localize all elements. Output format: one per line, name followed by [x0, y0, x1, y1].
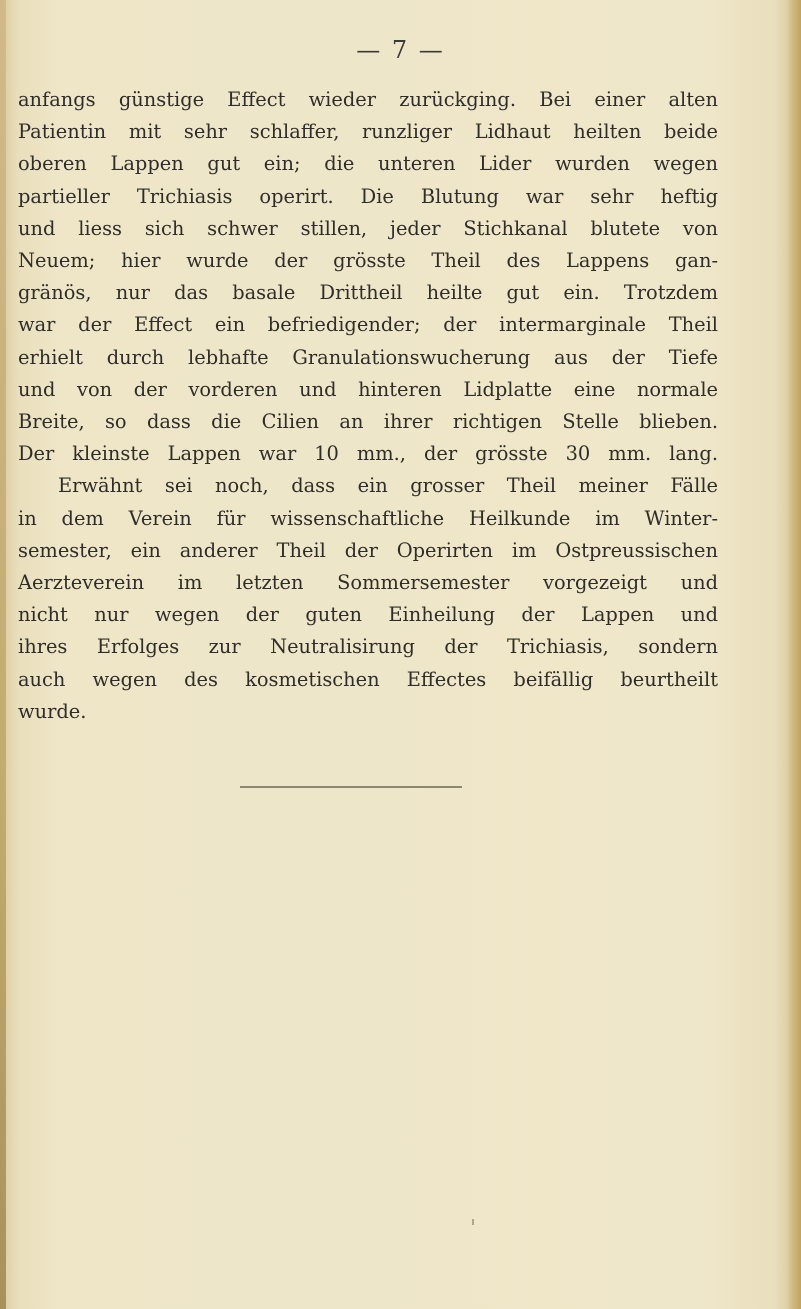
- text-line: Neuem; hier wurde der grösste Theil des Lappens gan-: [18, 249, 718, 273]
- text-line: Breite, so dass die Cilien an ihrer richtigen Stelle blieben.: [18, 410, 718, 434]
- text-line: Patientin mit sehr schlaffer, runzliger Lidhaut heilten beide: [18, 120, 718, 144]
- text-line: gränös, nur das basale Drittheil heilte gut ein. Trotzdem: [18, 281, 718, 305]
- text-line: und von der vorderen und hinteren Lidplatte eine normale: [18, 377, 718, 401]
- text-line: auch wegen des kosmetischen Effectes beifällig beurtheilt: [18, 667, 718, 691]
- text-line: war der Effect ein befriedigender; der intermarginale Theil: [18, 313, 718, 337]
- text-line: Der kleinste Lappen war 10 mm., der grösste 30 mm. lang.: [18, 442, 718, 466]
- text-line: erhielt durch lebhafte Granulationswucherung aus der Tiefe: [18, 345, 718, 369]
- text-line: partieller Trichiasis operirt. Die Blutung war sehr heftig: [18, 184, 718, 208]
- text-line: und liess sich schwer stillen, jeder Stichkanal blutete von: [18, 216, 718, 240]
- text-line: semester, ein anderer Theil der Operirten im Ostpreussischen: [18, 538, 718, 562]
- page-left-edge: [0, 0, 6, 1309]
- text-line: oberen Lappen gut ein; die unteren Lider wurden wegen: [18, 152, 718, 176]
- text-line: Aerzteverein im letzten Sommersemester vorgezeigt und: [18, 571, 718, 595]
- text-line: in dem Verein für wissenschaftliche Heilkunde im Winter-: [18, 506, 718, 530]
- print-speck: [472, 1219, 474, 1225]
- text-line: Erwähnt sei noch, dass ein grosser Theil meiner Fälle: [58, 474, 718, 498]
- text-line: ihres Erfolges zur Neutralisirung der Trichiasis, sondern: [18, 635, 718, 659]
- body-text: [18, 84, 718, 728]
- text-line: wurde.: [18, 699, 87, 723]
- text-line: anfangs günstige Effect wieder zurückging. Bei einer alten: [18, 88, 718, 111]
- section-divider-rule: [240, 786, 462, 788]
- page-right-edge: [787, 0, 801, 1309]
- page-number: — 7 —: [356, 36, 445, 64]
- text-line: nicht nur wegen der guten Einheilung der Lappen und: [18, 603, 718, 627]
